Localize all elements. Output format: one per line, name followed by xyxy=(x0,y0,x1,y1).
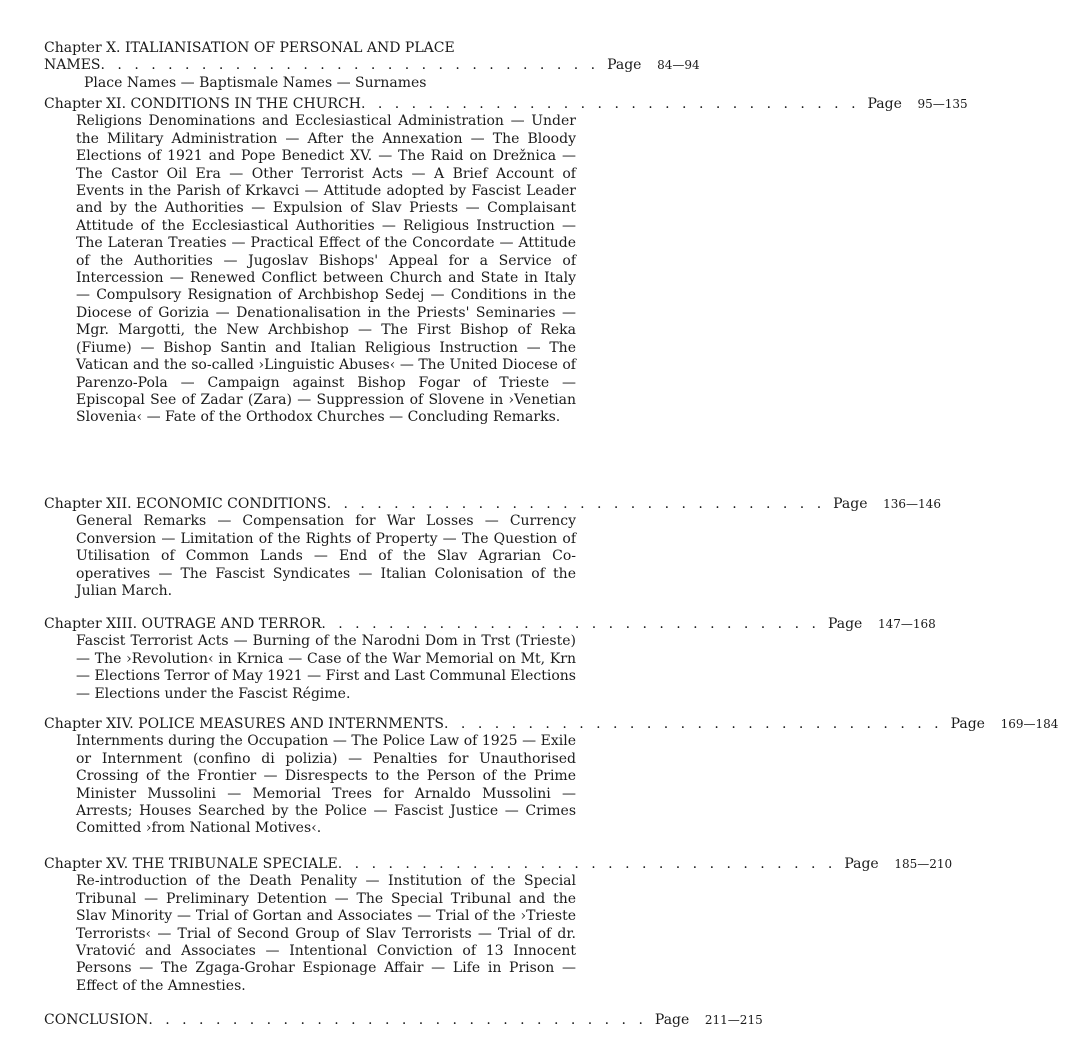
page-range xyxy=(844,856,972,873)
leader-dots: . . . . . . . . . . . . . . . . . . . . . . . . . . . . . . xyxy=(100,57,600,74)
chapter-title-continued: NAMES xyxy=(44,57,101,74)
page-range xyxy=(607,57,735,74)
page-numbers: 95—135 xyxy=(917,97,968,111)
chapter-subjects: Religions Denominations and Ecclesiastical Administration — Under the Military Administration — After the Annexation — The Bloody Elections of 1921 and Pope Benedict XV. — The Raid on Drežnica — The Castor Oil Era — Other Terrorist Acts — A Brief Account of Events in the Parish of Krkavci — Attitude adopted by Fascist Leader and by the Authorities — Expulsion of Slav Priests — Complaisant Attitude of the Ecclesiastical Authorities — Religious Instruction — The Lateran Treaties — Practical Effect of the Concordate — Attitude of the Authorities — Jugoslav Bishops' Appeal for a Service of Intercession — Renewed Conflict between Church and State in Italy — Compulsory Resignation of Archbishop Sedej — Conditions in the Diocese of Gorizia — Denationalisation in the Priests' Seminaries — Mgr. Margotti, the New Archbishop — The First Bishop of Reka (Fiume) — Bishop Santin and Italian Religious Instruction — The Vatican and the so-called ›Linguistic Abuses‹ — The United Diocese of Parenzo-Pola — Campaign against Bishop Fogar of Trieste — Episcopal See of Zadar (Zara) — Suppression of Slovene in ›Venetian Slovenia‹ — Fate of the Orthodox Churches — Concluding Remarks. xyxy=(76,113,576,426)
chapter-title: Chapter XV. THE TRIBUNALE SPECIALE xyxy=(44,856,338,872)
chapter-title: Chapter XIV. POLICE MEASURES AND INTERNMENTS xyxy=(44,716,445,732)
page-label: Page xyxy=(844,856,879,872)
page-range xyxy=(833,496,961,513)
chapter-subjects: General Remarks — Compensation for War Losses — Currency Conversion — Limitation of the Rights of Property — The Question of Utilisation of Common Lands — End of the Slav Agrarian Co-operatives — The Fascist Syndicates — Italian Colonisation of the Julian March. xyxy=(76,513,576,600)
chapter-title: Chapter X. ITALIANISATION OF PERSONAL AND PLACE xyxy=(44,40,455,56)
toc-entry-chapter-xv xyxy=(44,856,953,995)
chapter-title: Chapter XI. CONDITIONS IN THE CHURCH xyxy=(44,96,361,112)
toc-entry-chapter-x xyxy=(44,40,700,92)
chapter-title-row xyxy=(44,1012,763,1029)
page-label: Page xyxy=(607,57,642,74)
chapter-title: Chapter XII. ECONOMIC CONDITIONS xyxy=(44,496,327,512)
chapter-title-row xyxy=(44,856,953,873)
page-numbers: 136—146 xyxy=(883,497,941,511)
leader-dots: . . . . . . . . . . . . . . . . . . . . . . . . . . . . . . xyxy=(444,716,943,732)
page-numbers: 169—184 xyxy=(1000,717,1059,731)
leader-dots: . . . . . . . . . . . . . . . . . . . . . . . . . . . . . . xyxy=(337,856,837,872)
page-range xyxy=(951,716,1079,733)
toc-entry-chapter-xi xyxy=(44,96,968,427)
chapter-title-row xyxy=(44,57,700,74)
toc-entry-chapter-xii xyxy=(44,496,941,600)
chapter-subjects: Re-introduction of the Death Penality — Institution of the Special Tribunal — Preliminary Detention — The Special Tribunal and the Slav Minority — Trial of Gortan and Associates — Trial of the ›Trieste Terrorists‹ — Trial of Second Group of Slav Terrorists — Trial of dr. Vratović and Associates — Intentional Conviction of 13 Innocent Persons — The Zgaga-Grohar Espionage Affair — Life in Prison — Effect of the Amnesties. xyxy=(76,873,576,994)
page-range xyxy=(655,1012,783,1029)
page-label: Page xyxy=(654,1012,690,1028)
page-numbers: 147—168 xyxy=(877,617,936,631)
leader-dots: . . . . . . . . . . . . . . . . . . . . . . . . . . . . . . xyxy=(321,616,820,632)
toc-entry-conclusion xyxy=(44,1012,763,1029)
chapter-subjects: Fascist Terrorist Acts — Burning of the Narodni Dom in Trst (Trieste) — The ›Revolution‹ in Krnica — Case of the War Memorial on Mt, Krn — Elections Terror of May 1921 — First and Last Communal Elections — Elections under the Fascist Régime. xyxy=(76,633,576,702)
page-numbers: 185—210 xyxy=(894,857,953,871)
page-numbers: 211—215 xyxy=(704,1013,763,1027)
page-label: Page xyxy=(833,496,868,512)
chapter-title-row xyxy=(44,496,941,513)
page-label: Page xyxy=(950,716,985,732)
toc-entry-chapter-xiv xyxy=(44,716,1059,838)
chapter-title: CONCLUSION xyxy=(44,1012,149,1028)
page-range xyxy=(828,616,956,633)
leader-dots: . . . . . . . . . . . . . . . . . . . . . . . . . . . . . . xyxy=(360,96,860,112)
toc-entry-chapter-xiii xyxy=(44,616,936,703)
page-label: Page xyxy=(827,616,863,632)
page-numbers: 84—94 xyxy=(657,58,700,73)
chapter-title: Chapter XIII. OUTRAGE AND TERROR xyxy=(44,616,322,632)
chapter-subjects: Internments during the Occupation — The Police Law of 1925 — Exile or Internment (confino di polizia) — Penalties for Unauthorised Crossing of the Frontier — Disrespects to the Person of the Prime Minister Mussolini — Memorial Trees for Arnaldo Mussolini — Arrests; Houses Searched by the Police — Fascist Justice — Crimes Comitted ›from National Motives‹. xyxy=(76,733,576,837)
chapter-title-row xyxy=(44,96,968,113)
page-range xyxy=(868,96,996,113)
leader-dots: . . . . . . . . . . . . . . . . . . . . . . . . . . . . . . xyxy=(148,1012,647,1028)
chapter-title-row xyxy=(44,616,936,633)
leader-dots: . . . . . . . . . . . . . . . . . . . . . . . . . . . . . . xyxy=(326,496,826,512)
chapter-subjects: Place Names — Baptismale Names — Surnames xyxy=(84,74,427,91)
page-label: Page xyxy=(867,96,902,112)
chapter-title-row xyxy=(44,716,1059,733)
